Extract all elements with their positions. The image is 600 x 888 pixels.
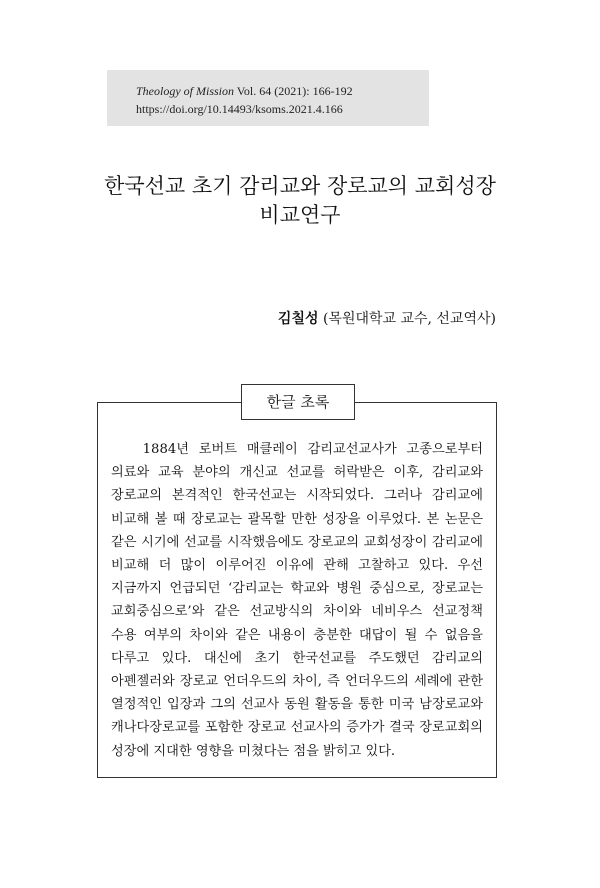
author-affiliation: (목원대학교 교수, 선교역사) (322, 311, 496, 327)
doi-link[interactable]: https://doi.org/10.14493/ksoms.2021.4.166 (136, 102, 343, 116)
volume-info: Vol. 64 (2021): 166-192 (236, 84, 353, 98)
journal-name: Theology of Mission (136, 84, 234, 98)
author-name: 김칠성 (277, 311, 319, 327)
abstract-body (111, 438, 483, 763)
paper-title (0, 172, 600, 230)
abstract-text: 1884년 로버트 매클레이 감리교선교사가 고종으로부터 의료와 교육 분야의 개신교 선교를 허락받은 이후, 감리교와 장로교의 본격적인 한국선교는 시작되었다. 그러나 감리교에 비교해 볼 때 장로교는 괄목할 만한 성장을 이루었다. 본 논문은 같은 시기에 선교를 시작했음에도 장로교의 교회성장이 감리교에 비교해 더 많이 이루어진 이유에 관해 고찰하고 있다. 우선 지금까지 언급되던 ‘감리교는 학교와 병원 중심으로, 장로교는 교회중심으로’와 같은 선교방식의 차이와 네비우스 선교정책 수용 여부의 차이와 같은 내용이 충분한 대답이 될 수 없음을 다루고 있다. 대신에 초기 한국선교를 주도했던 감리교의 아펜젤러와 장로교 언더우드의 차이, 즉 언더우드의 세례에 관한 열정적인 입장과 그의 선교사 동원 활동을 통한 미국 남장로교와 캐나다장로교를 포함한 장로교 선교사의 증가가 결국 장로교회의 성장에 지대한 영향을 미쳤다는 점을 밝히고 있다. (111, 442, 483, 759)
author-line (278, 308, 496, 328)
journal-header (107, 70, 429, 126)
abstract-label: 한글 초록 (241, 384, 355, 420)
title-line-1: 한국선교 초기 감리교와 장로교의 교회성장 (104, 174, 496, 198)
title-line-2: 비교연구 (259, 203, 341, 227)
journal-citation (136, 82, 429, 100)
